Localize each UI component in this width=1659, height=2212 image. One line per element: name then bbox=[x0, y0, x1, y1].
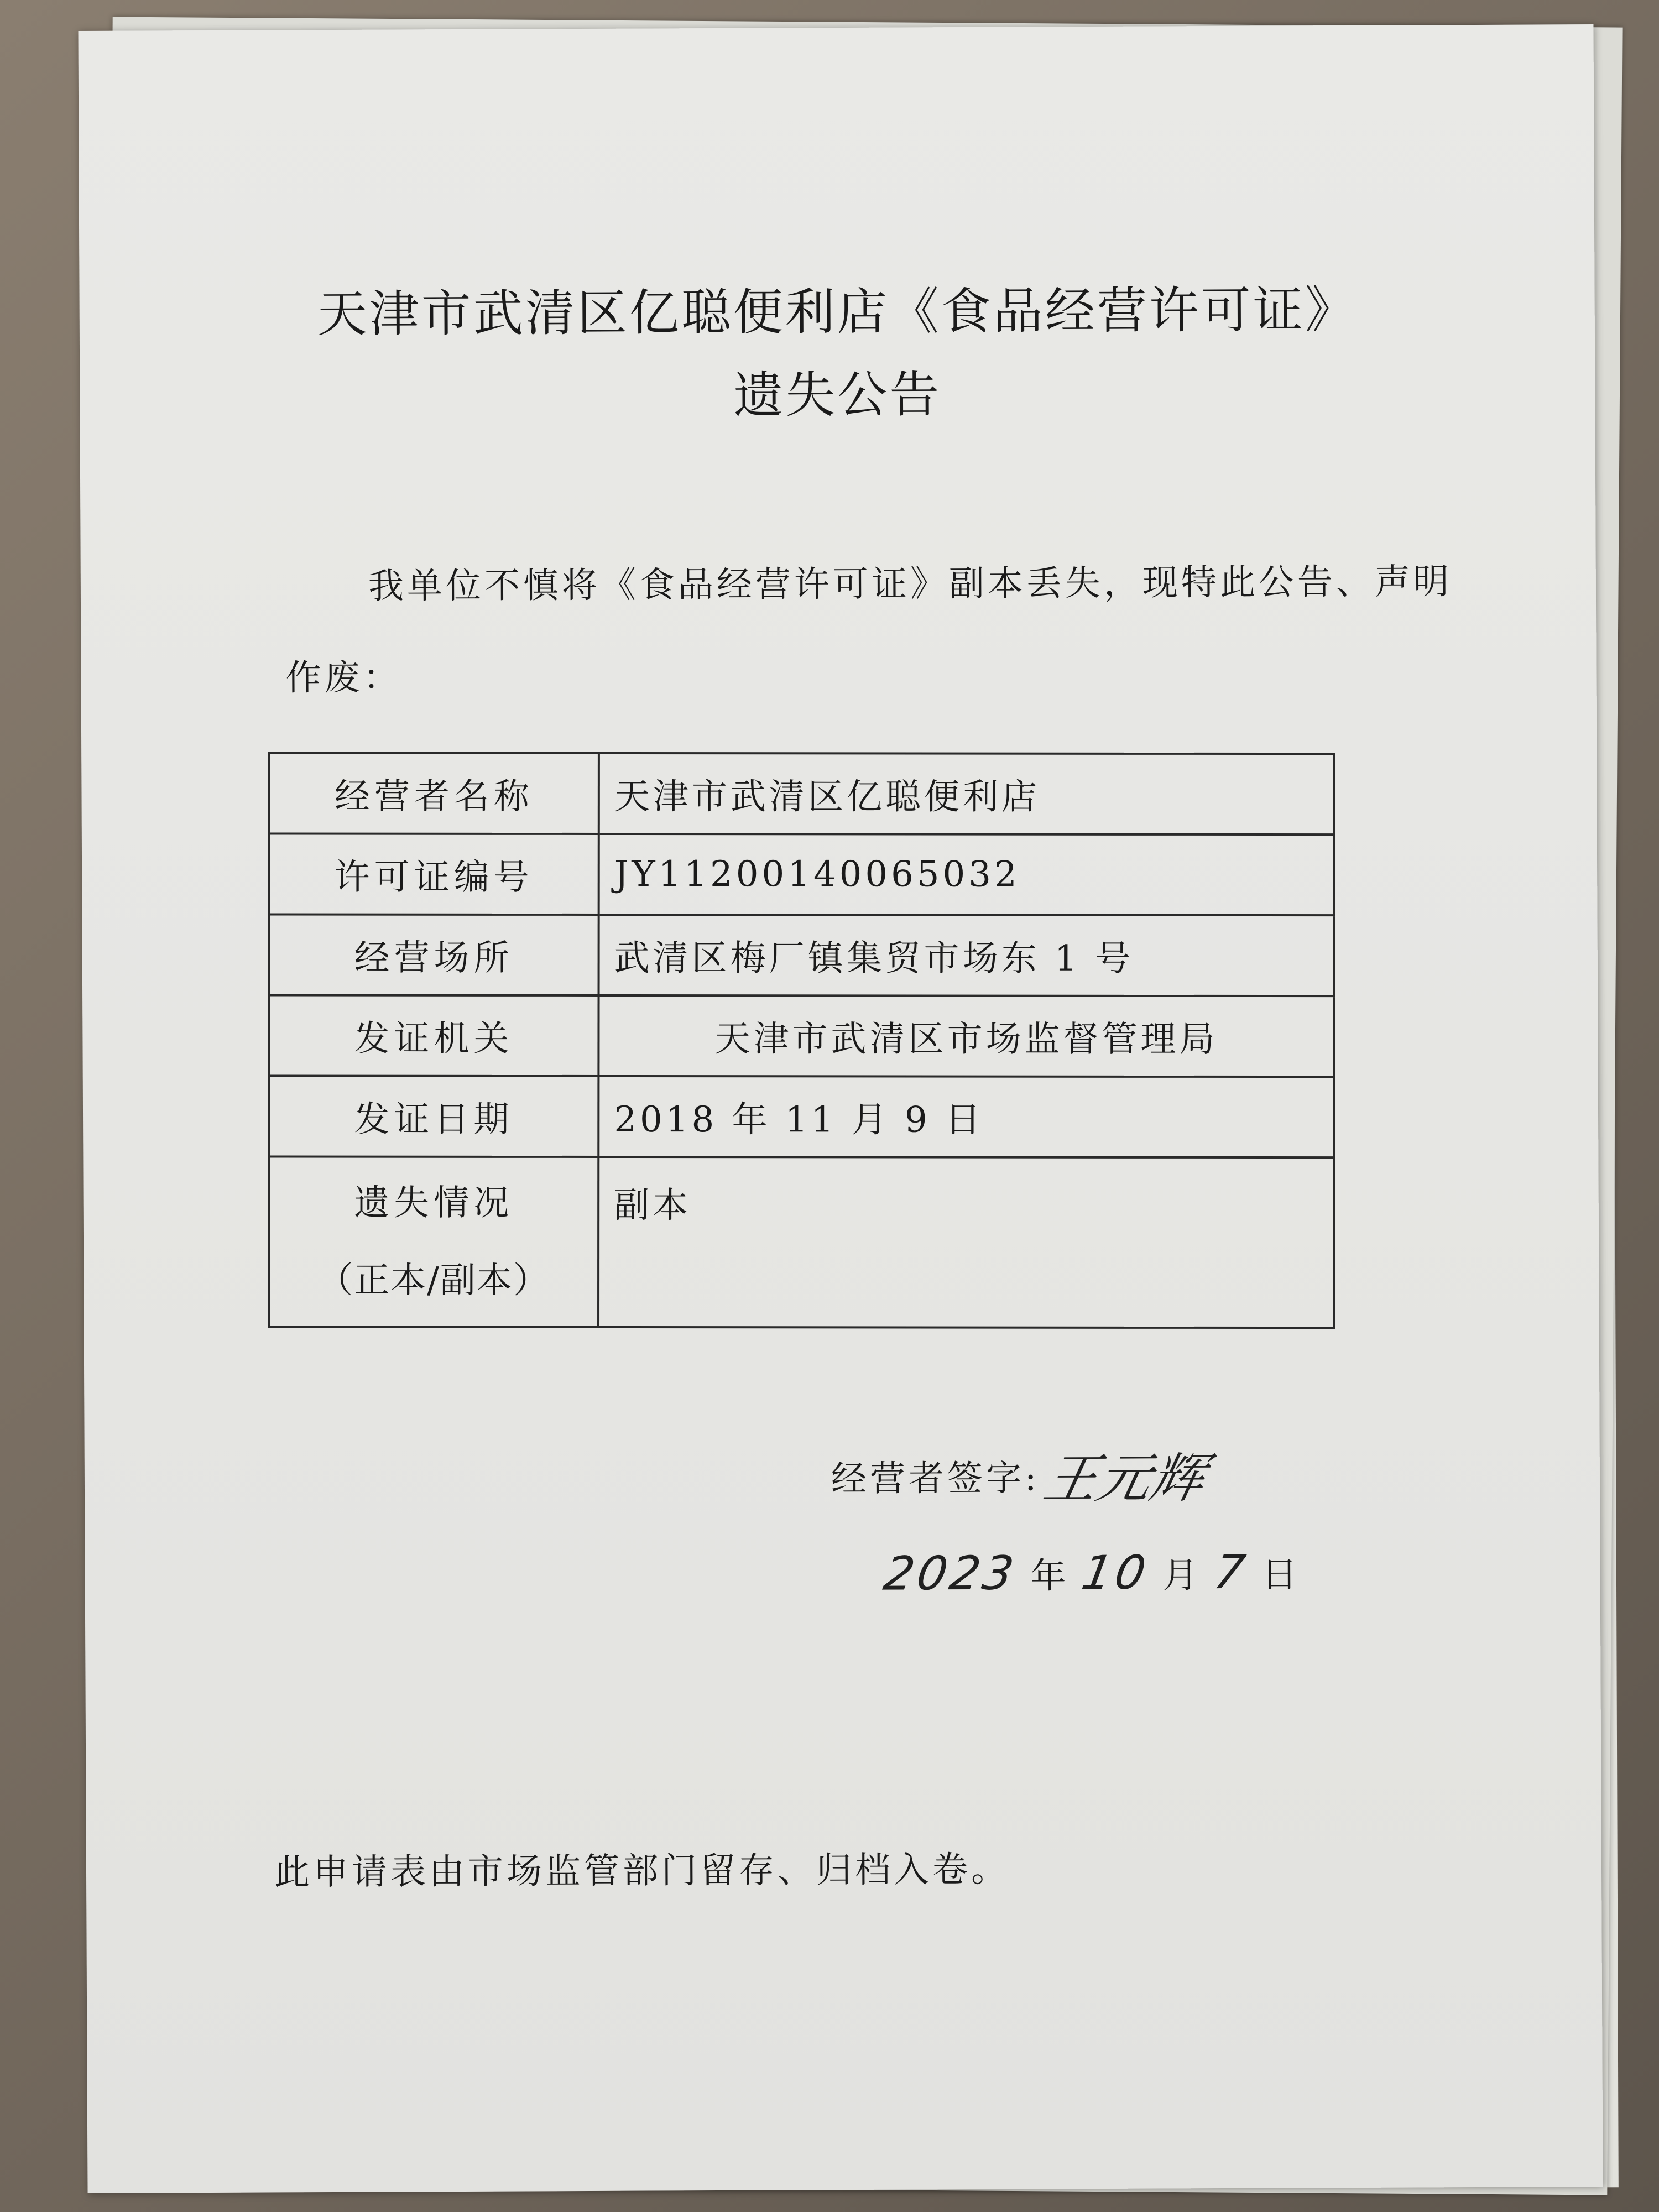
license-number-value: JY11200140065032 bbox=[599, 834, 1334, 915]
premises-label: 经营场所 bbox=[269, 914, 599, 995]
table-row bbox=[269, 833, 1334, 915]
table-row bbox=[269, 1156, 1334, 1328]
issuing-authority-value: 天津市武清区市场监督管理局 bbox=[598, 995, 1334, 1077]
table-row bbox=[269, 995, 1334, 1077]
notice-title bbox=[79, 268, 1595, 440]
date-day-handwritten: 7 bbox=[1209, 1545, 1253, 1600]
date-year-handwritten: 2023 bbox=[880, 1546, 1021, 1601]
date-year-unit: 年 bbox=[1030, 1556, 1068, 1597]
signature-row bbox=[831, 1436, 1300, 1514]
table-row bbox=[269, 753, 1334, 834]
signature-block bbox=[831, 1436, 1300, 1601]
table-row bbox=[269, 914, 1334, 996]
premises-value: 武清区梅厂镇集贸市场东 1 号 bbox=[599, 915, 1334, 996]
license-number-label: 许可证编号 bbox=[269, 833, 599, 915]
license-info-table bbox=[268, 752, 1335, 1329]
operator-name-label: 经营者名称 bbox=[269, 753, 599, 834]
notice-paper bbox=[78, 24, 1603, 2193]
date-month-handwritten: 10 bbox=[1078, 1545, 1153, 1600]
loss-status-label-line2: （正本/副本） bbox=[317, 1260, 550, 1301]
signature-date bbox=[870, 1545, 1300, 1600]
table-row bbox=[269, 1076, 1334, 1157]
title-line-1: 天津市武清区亿聪便利店《食品经营许可证》 bbox=[317, 280, 1357, 344]
title-line-2: 遗失公告 bbox=[733, 366, 942, 425]
archive-note: 此申请表由市场监管部门留存、归档入卷。 bbox=[274, 1849, 1010, 1893]
handwritten-signature: 王元辉 bbox=[1038, 1447, 1211, 1510]
issue-date-label: 发证日期 bbox=[269, 1076, 598, 1157]
loss-status-label-line1: 遗失情况 bbox=[354, 1182, 514, 1224]
signature-label: 经营者签字: bbox=[831, 1457, 1040, 1500]
date-month-unit: 月 bbox=[1162, 1555, 1201, 1597]
intro-paragraph: 我单位不慎将《食品经营许可证》副本丢失，现特此公告、声明作废： bbox=[285, 561, 1453, 699]
loss-status-label bbox=[269, 1156, 598, 1327]
operator-name-value: 天津市武清区亿聪便利店 bbox=[599, 753, 1334, 834]
issuing-authority-label: 发证机关 bbox=[269, 995, 598, 1076]
loss-status-value: 副本 bbox=[598, 1157, 1334, 1328]
issue-date-value: 2018 年 11 月 9 日 bbox=[598, 1076, 1334, 1157]
date-day-unit: 日 bbox=[1261, 1554, 1300, 1596]
